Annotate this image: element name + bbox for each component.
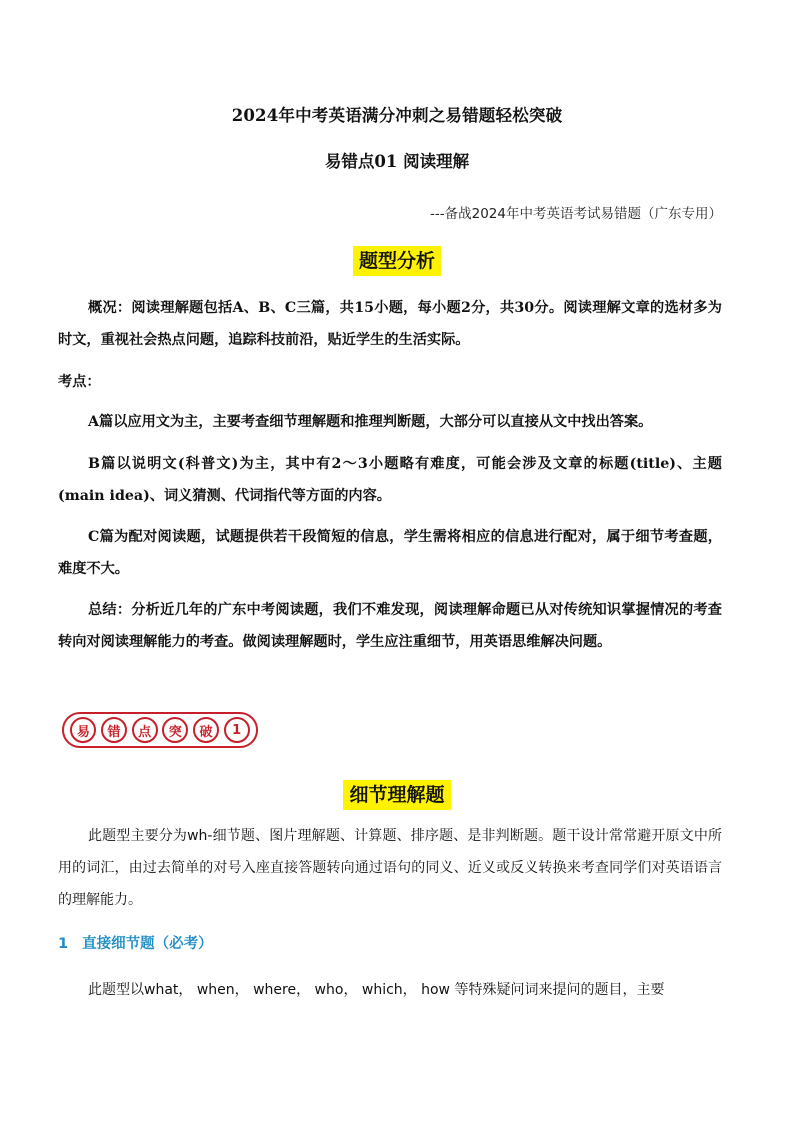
document-subtitle: 易错点01 阅读理解 — [324, 152, 470, 171]
detail-heading-wrap — [0, 780, 794, 810]
badge-char: 突 — [162, 717, 188, 743]
subsection-title: 直接细节题（必考） — [82, 936, 213, 952]
subsection-paragraph: 此题型以what， when， where， who， which， how 等特殊疑问词来提问的题目，主要 — [88, 982, 665, 998]
analysis-heading: 题型分析 — [353, 246, 441, 276]
point-c-paragraph: C篇为配对阅读题，试题提供若干段简短的信息，学生需将相应的信息进行配对，属于细节考查题，难度不大。 — [58, 529, 722, 577]
point-b-paragraph: B篇以说明文(科普文)为主，其中有2～3小题略有难度，可能会涉及文章的标题(title)、主题(main idea)、词义猜测、代词指代等方面的内容。 — [58, 456, 722, 504]
points-label: 考点： — [58, 374, 101, 390]
badge-char: 破 — [193, 717, 219, 743]
summary-paragraph: 总结：分析近几年的广东中考阅读题，我们不难发现，阅读理解命题已从对传统知识掌握情况的考查转向对阅读理解能力的考查。做阅读理解题时，学生应注重细节，用英语思维解决问题。 — [58, 602, 722, 650]
badge-char: 点 — [132, 717, 158, 743]
badge-char: 错 — [101, 717, 127, 743]
subsection-heading — [58, 932, 213, 953]
document-byline: ---备战2024年中考英语考试易错题（广东专用） — [430, 206, 722, 222]
error-point-badge — [62, 712, 258, 748]
overview-paragraph: 概况：阅读理解题包括A、B、C三篇，共15小题，每小题2分，共30分。阅读理解文章的选材多为时文，重视社会热点问题，追踪科技前沿，贴近学生的生活实际。 — [58, 300, 722, 348]
detail-intro-paragraph: 此题型主要分为wh-细节题、图片理解题、计算题、排序题、是非判断题。题干设计常常避开原文中所用的词汇，由过去简单的对号入座直接答题转向通过语句的同义、近义或反义转换来考查同学们对英语语言的理解能力。 — [58, 828, 722, 908]
analysis-heading-wrap — [0, 246, 794, 276]
badge-char: 易 — [70, 717, 96, 743]
badge-number: 1 — [224, 717, 250, 743]
detail-heading: 细节理解题 — [343, 780, 450, 810]
document-title: 2024年中考英语满分冲刺之易错题轻松突破 — [231, 106, 563, 125]
point-a-paragraph: A篇以应用文为主，主要考查细节理解题和推理判断题，大部分可以直接从文中找出答案。 — [88, 414, 653, 430]
subsection-number: 1 — [58, 936, 69, 952]
